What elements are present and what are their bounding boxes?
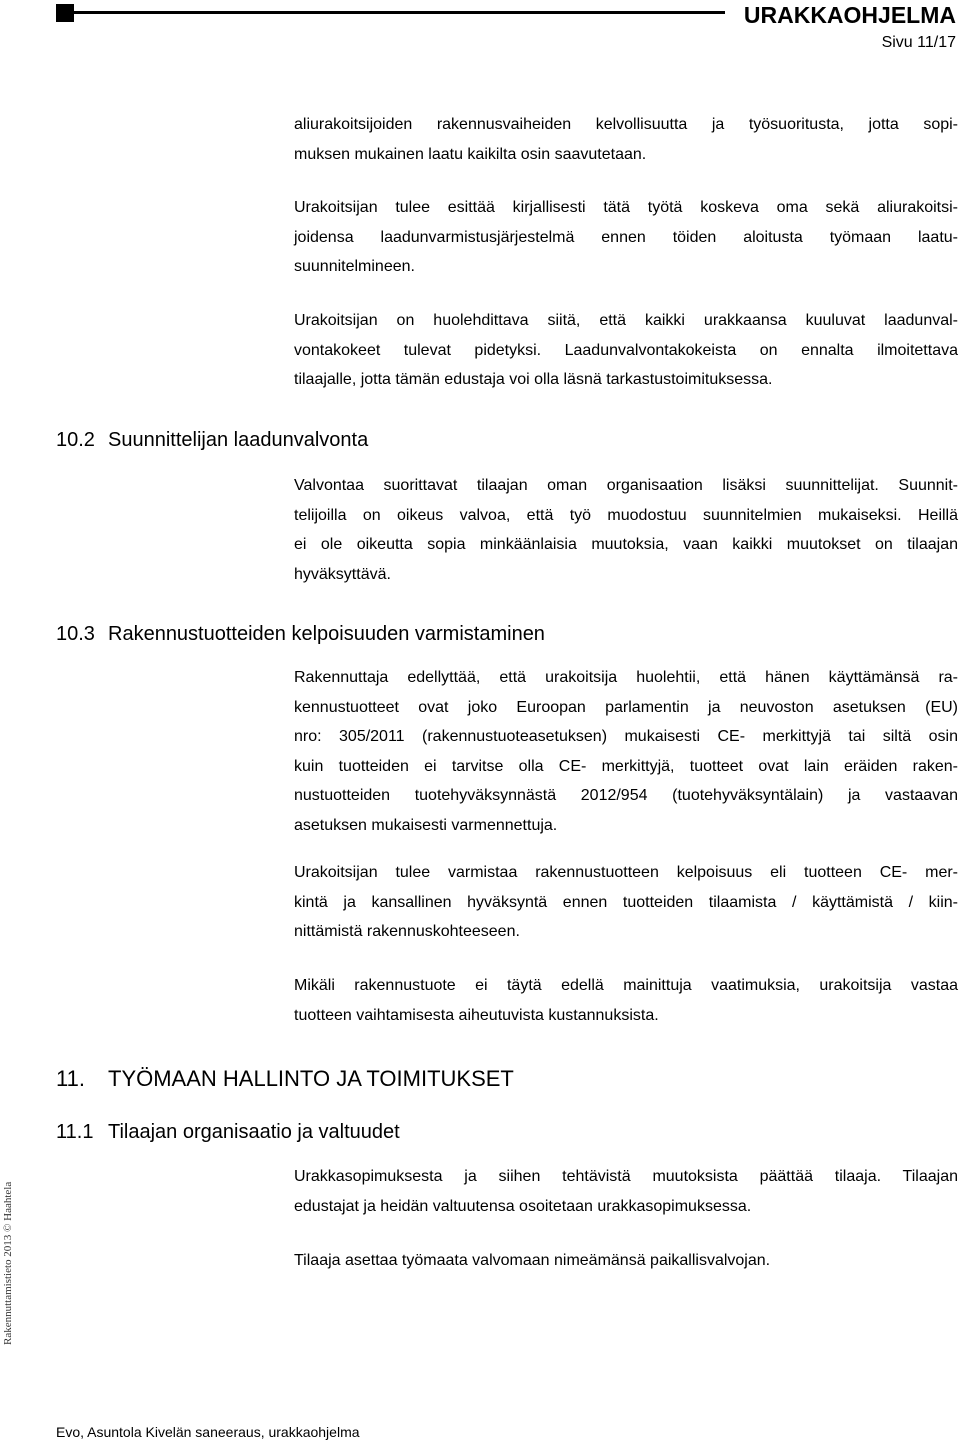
section-number: 11.1 (56, 1121, 94, 1143)
paragraph-line: asetuksen mukaisesti varmennettuja. (294, 816, 558, 834)
paragraph-line: Mikäli rakennustuote ei täytä edellä mainittuja vaatimuksia, urakoitsija vastaa (294, 977, 958, 994)
paragraph-line: Urakkasopimuksesta ja siihen tehtävistä muutoksista päättää tilaaja. Tilaajan (294, 1168, 958, 1185)
paragraph-quality-system (294, 193, 958, 282)
section-heading-10-3 (56, 623, 545, 646)
paragraph-line: tuotteen vaihtamisesta aiheutuvista kustannuksista. (294, 1006, 659, 1024)
section-title: Tilaajan organisaatio ja valtuudet (108, 1121, 400, 1143)
paragraph-line: telijoilla on oikeus valvoa, että työ muodostuu suunnitelmien mukaiseksi. Heillä (294, 506, 958, 524)
section-title: Rakennustuotteiden kelpoisuuden varmistaminen (108, 623, 545, 645)
paragraph-line: kintä ja kansallinen hyväksyntä ennen tuotteiden tilaamista / käyttämistä / kiin- (294, 893, 958, 911)
paragraph-replacement-costs (294, 971, 958, 1030)
paragraph-line: aliurakoitsijoiden rakennusvaiheiden kelvollisuutta ja työsuoritusta, jotta sopi- (294, 116, 958, 133)
paragraph-line: kennustuotteet ovat joko Euroopan parlamentin ja neuvoston asetuksen (EU) (294, 698, 958, 716)
paragraph-line: Urakoitsijan tulee varmistaa rakennustuotteen kelpoisuus eli tuotteen CE- mer- (294, 864, 958, 881)
paragraph-line: Urakoitsijan on huolehdittava siitä, että kaikki urakkaansa kuuluvat laadunval- (294, 312, 958, 329)
paragraph-subcontractor-quality (294, 110, 958, 169)
chapter-title: TYÖMAAN HALLINTO JA TOIMITUKSET (108, 1066, 514, 1091)
header-square-mark (56, 4, 74, 22)
paragraph-designer-supervision (294, 471, 958, 589)
paragraph-line: nustuotteiden tuotehyväksynnästä 2012/954 (tuotehyväksyntälain) ja vastaavan (294, 787, 958, 804)
paragraph-local-supervisor (294, 1246, 958, 1276)
paragraph-line: vontakokeet tulevat pidetyksi. Laadunvalvontakokeista on ennalta ilmoitettava (294, 341, 958, 359)
paragraph-line: Tilaaja asettaa työmaata valvomaan nimeämänsä paikallisvalvojan. (294, 1252, 771, 1269)
paragraph-contract-changes (294, 1162, 958, 1221)
paragraph-quality-tests (294, 306, 958, 395)
paragraph-line: tilaajalle, jotta tämän edustaja voi olla läsnä tarkastustoimituksessa. (294, 371, 773, 388)
page-number: Sivu 11/17 (881, 34, 956, 51)
paragraph-line: joidensa laadunvarmistusjärjestelmä ennen töiden aloitusta työmaan laatu- (294, 228, 958, 246)
paragraph-line: Urakoitsijan tulee esittää kirjallisesti tätä työtä koskeva oma sekä aliurakoitsi- (294, 199, 958, 216)
header-rule (74, 11, 725, 14)
paragraph-line: ei ole oikeutta sopia minkäänlaisia muutoksia, vaan kaikki muutokset on tilaajan (294, 536, 958, 553)
page-footer: Evo, Asuntola Kivelän saneeraus, urakkaohjelma (56, 1424, 360, 1440)
section-heading-10-2 (56, 429, 368, 452)
section-title: Suunnittelijan laadunvalvonta (108, 429, 369, 451)
chapter-number: 11. (56, 1066, 85, 1091)
paragraph-ce-marking (294, 663, 958, 840)
paragraph-line: nittämistä rakennuskohteeseen. (294, 923, 520, 940)
paragraph-line: Valvontaa suorittavat tilaajan oman organisaation lisäksi suunnittelijat. Suunnit- (294, 477, 958, 494)
paragraph-line: kuin tuotteiden ei tarvitse olla CE- merkittyjä, tuotteet ovat lain eräiden raken- (294, 757, 958, 775)
paragraph-line: hyväksyttävä. (294, 565, 391, 583)
section-number: 10.2 (56, 429, 95, 451)
copyright-side-note: Rakennuttamistieto 2013 © Haahtela (2, 1181, 14, 1345)
chapter-heading-11 (56, 1066, 514, 1092)
paragraph-line: edustajat ja heidän valtuutensa osoitetaan urakkasopimuksessa. (294, 1197, 752, 1215)
section-heading-11-1 (56, 1121, 400, 1144)
paragraph-line: nro: 305/2011 (rakennustuoteasetuksen) mukaisesti CE- merkittyjä tai siltä osin (294, 728, 958, 745)
document-title: URAKKAOHJELMA (743, 2, 956, 28)
paragraph-product-eligibility (294, 858, 958, 947)
section-number: 10.3 (56, 623, 95, 645)
paragraph-line: suunnitelmineen. (294, 258, 415, 275)
paragraph-line: Rakennuttaja edellyttää, että urakoitsija huolehtii, että hänen käyttämänsä ra- (294, 669, 958, 686)
paragraph-line: muksen mukainen laatu kaikilta osin saavutetaan. (294, 145, 647, 163)
